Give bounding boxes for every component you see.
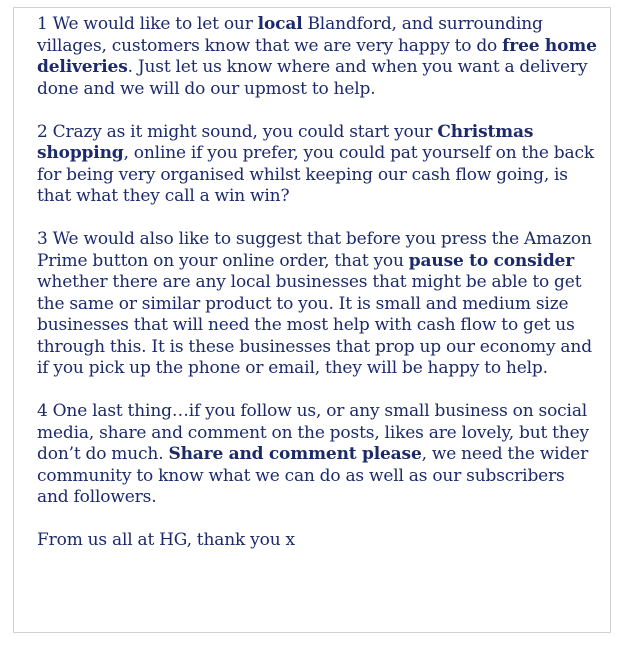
text-run: , we need the wider community to know what we can do as well as our subscribers and followers. xyxy=(37,444,589,507)
paragraph-social-media xyxy=(37,401,597,509)
emphasis-christmas-shopping: Christmas shopping xyxy=(37,121,534,163)
message-card xyxy=(13,7,611,633)
sign-off-text: From us all at HG, thank you x xyxy=(37,530,295,550)
emphasis-free-home-deliveries: free home deliveries xyxy=(37,35,597,77)
emphasis-share-and-comment: Share and comment please xyxy=(168,444,422,464)
paragraph-local-businesses xyxy=(37,229,597,380)
paragraph-local-deliveries xyxy=(37,14,597,100)
text-run: , online if you prefer, you could pat yourself on the back for being very organised whilst keeping our cash flow going, is that what they call a win win? xyxy=(37,143,595,206)
text-run: 2 Crazy as it might sound, you could start your xyxy=(37,121,438,142)
text-run: . Just let us know where and when you want a delivery done and we will do our upmost to help. xyxy=(37,57,588,99)
text-run: 3 We would also like to suggest that before you press the Amazon Prime button on your online order, that you xyxy=(37,229,592,271)
text-run: whether there are any local businesses that might be able to get the same or similar product to you. It is small and medium size businesses that will need the most help with cash flow to get us through this. It is these businesses that prop up our economy and if you pick up the phone or email, they will be happy to help. xyxy=(37,272,592,378)
message-body xyxy=(37,14,597,552)
paragraph-christmas-shopping xyxy=(37,122,597,208)
emphasis-pause-to-consider: pause to consider xyxy=(408,250,575,271)
emphasis-local: local xyxy=(257,14,303,34)
text-run: 1 We would like to let our xyxy=(37,14,258,34)
paragraph-sign-off xyxy=(37,530,597,552)
text-run: 4 One last thing…if you follow us, or any small business on social media, share and comment on the posts, likes are lovely, but they don’t do much. xyxy=(37,401,589,464)
text-run: Blandford, and surrounding villages, customers know that we are very happy to do xyxy=(37,14,543,56)
